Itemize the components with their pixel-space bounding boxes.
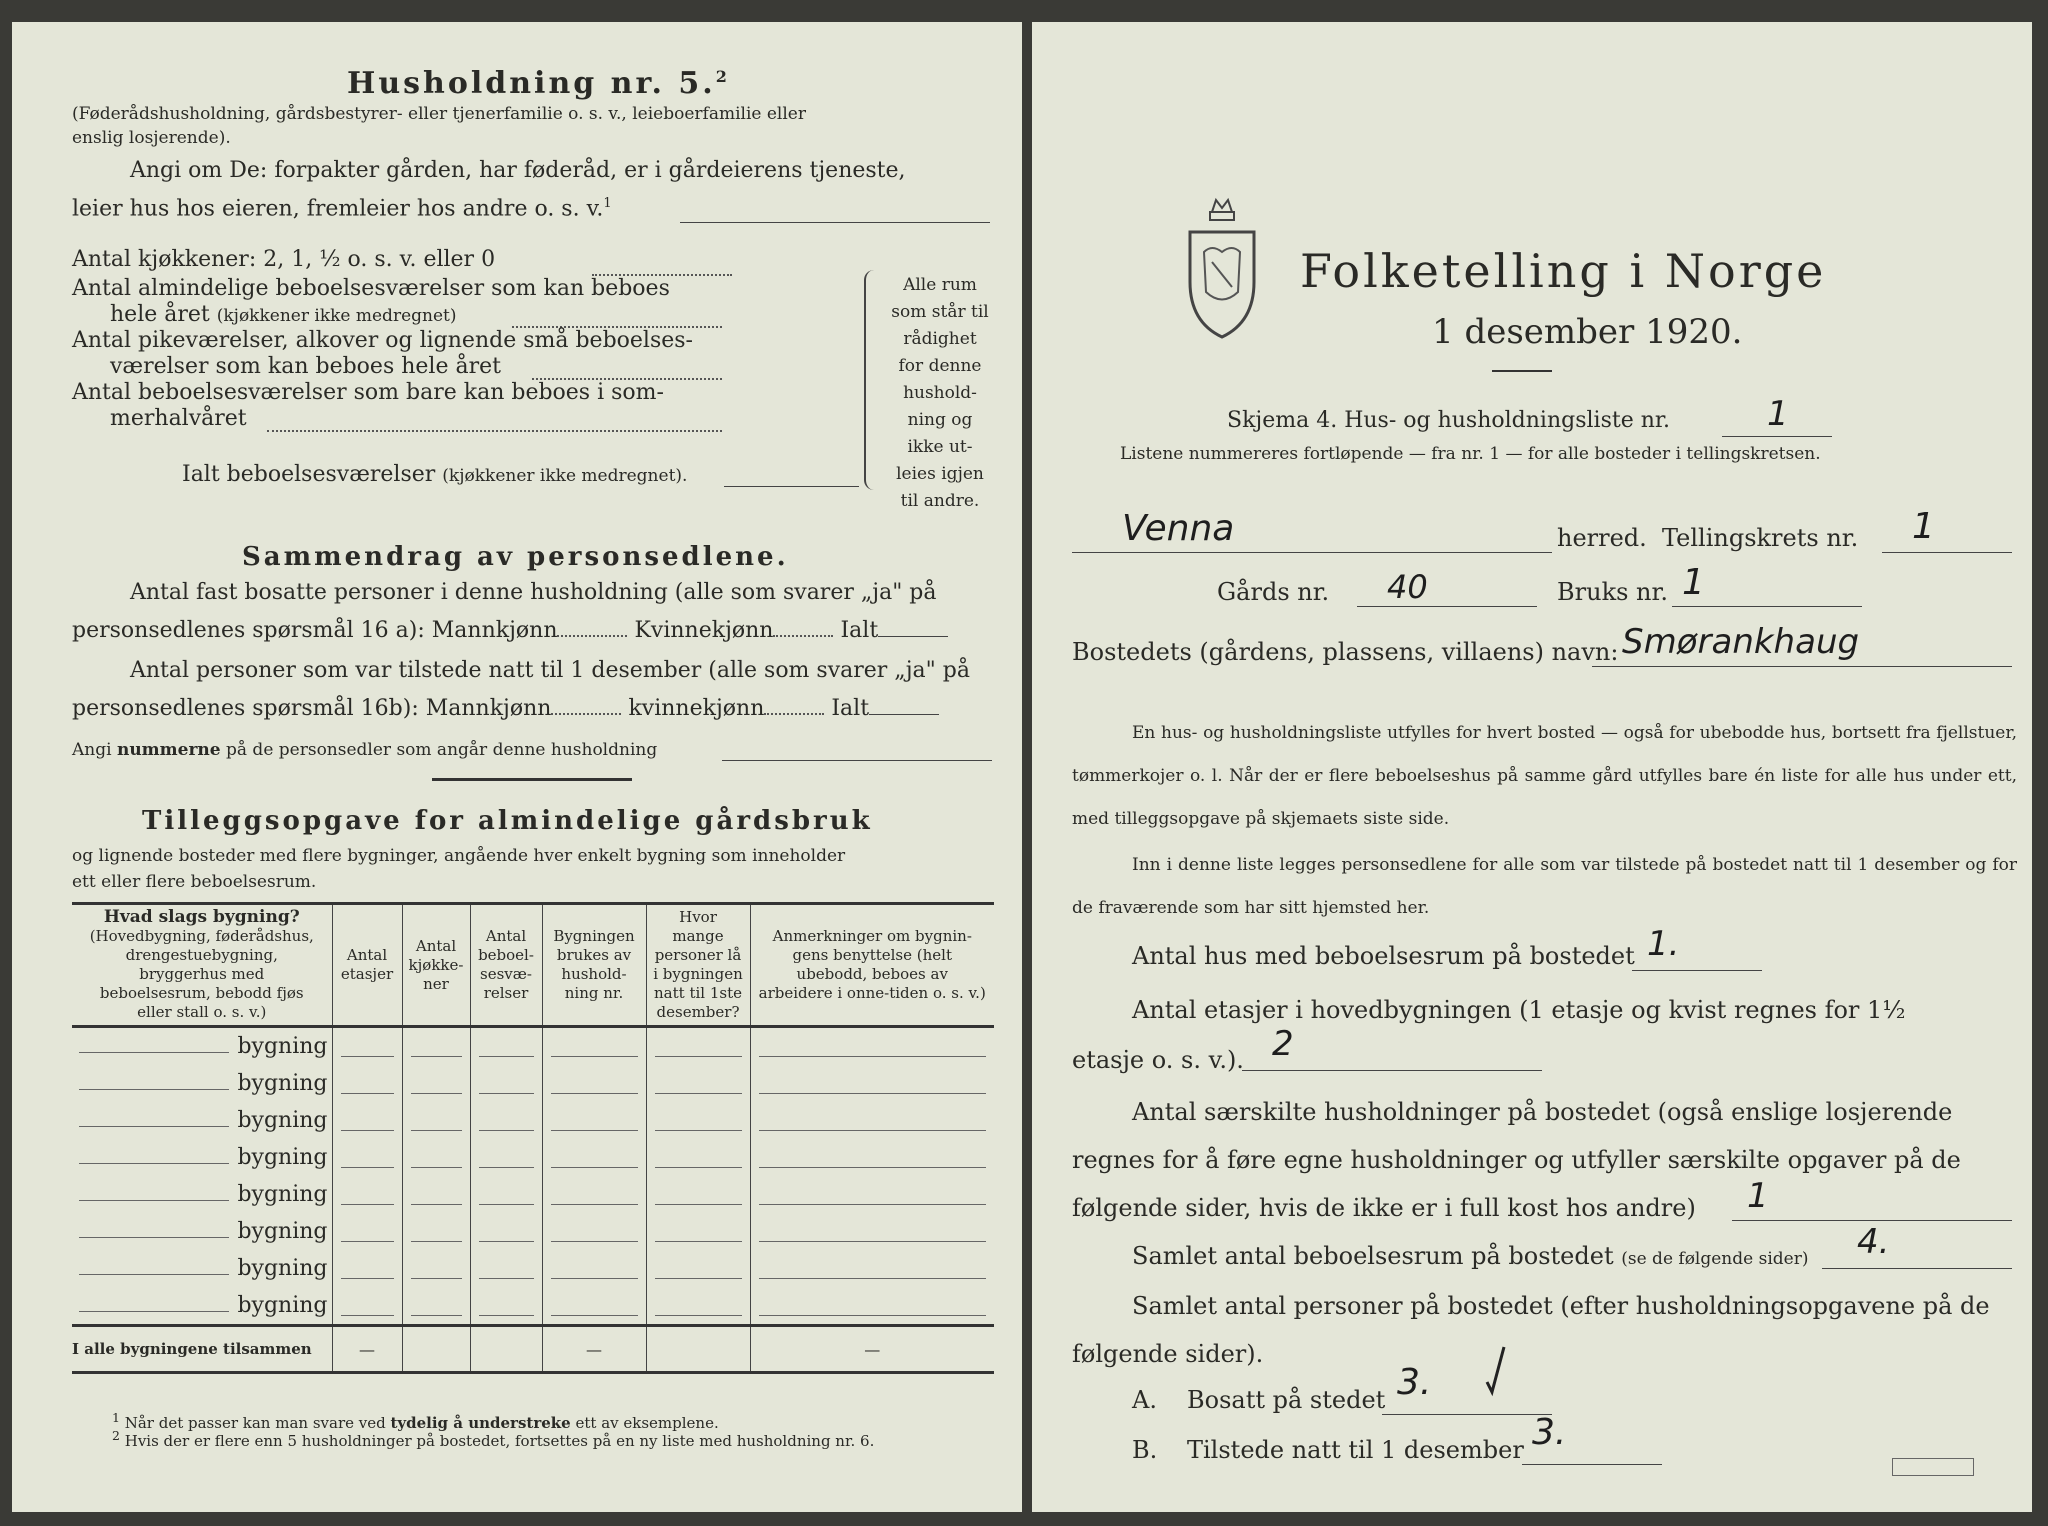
instructions-2: Inn i denne liste legges personsedlene for alle som var tilstede på bostedet natt til 1 desember og for de fraværende som har sitt hjemsted her.: [1072, 855, 2017, 918]
bruks-label: Bruks nr.: [1557, 578, 1668, 606]
table-row: [72, 1102, 994, 1139]
table-cell[interactable]: [542, 1027, 646, 1066]
table-row: [72, 1027, 994, 1066]
a-value[interactable]: 3.: [1397, 1362, 1432, 1403]
col-header-beboelsesvaerelser: Antal beboel-sesvæ-relser: [470, 904, 542, 1027]
b-text: Tilstede natt til 1 desember: [1187, 1436, 1524, 1464]
q-personer-line2: følgende sider).: [1072, 1340, 1264, 1368]
sammendrag-title: Sammendrag av personsedlene.: [242, 542, 789, 572]
table-cell[interactable]: [470, 1139, 542, 1176]
building-label-cell[interactable]: [72, 1102, 332, 1139]
bruks-value[interactable]: 1: [1682, 562, 1705, 603]
table-total-row: [72, 1326, 994, 1373]
total-label: I alle bygningene tilsammen: [72, 1326, 332, 1373]
table-header-row: [72, 904, 994, 1027]
q-rum-label: Samlet antal beboelsesrum på bostedet (se de følgende sider): [1132, 1242, 1809, 1270]
pikevaerelser-label-1: Antal pikeværelser, alkover og lignende små beboelses-: [72, 328, 693, 353]
tillegg-title: Tilleggsopgave for almindelige gårdsbruk: [142, 806, 873, 836]
q-rum-value[interactable]: 4.: [1857, 1222, 1890, 1262]
building-label: bygning: [237, 1219, 328, 1244]
a-text: Bosatt på stedet: [1187, 1386, 1386, 1414]
sommer-label-2: merhalvåret: [110, 406, 247, 431]
building-label: bygning: [237, 1034, 328, 1059]
a-label: A.: [1132, 1386, 1157, 1414]
table-cell[interactable]: [402, 1287, 470, 1326]
table-cell[interactable]: [470, 1102, 542, 1139]
tillegg-sub1: og lignende bosteder med flere bygninger, angående hver enkelt bygning som inneholder: [72, 846, 846, 866]
total-husholdning[interactable]: —: [542, 1326, 646, 1373]
q-saerskilte-line3: følgende sider, hvis de ikke er i full kost hos andre): [1072, 1194, 1696, 1222]
building-label-cell[interactable]: [72, 1176, 332, 1213]
herred-label: herred.: [1557, 524, 1647, 552]
table-row: [72, 1287, 994, 1326]
total-vaerelser[interactable]: [470, 1326, 542, 1373]
sommer-label-1: Antal beboelsesværelser som bare kan beboes i som-: [72, 380, 664, 405]
check-mark-icon: [1482, 1342, 1512, 1402]
table-cell[interactable]: [332, 1102, 402, 1139]
herred-value[interactable]: Venna: [1122, 508, 1235, 549]
sommer-dots: [267, 430, 722, 432]
b-label: B.: [1132, 1436, 1158, 1464]
col-header-kjokkener: Antal kjøkke-ner: [402, 904, 470, 1027]
section-divider: [432, 778, 632, 781]
table-cell[interactable]: [646, 1250, 750, 1287]
table-cell[interactable]: [542, 1176, 646, 1213]
table-cell[interactable]: [332, 1027, 402, 1066]
table-cell[interactable]: [402, 1102, 470, 1139]
skjema-answer-line[interactable]: [1722, 436, 1832, 437]
q-saerskilte-line2: regnes for å føre egne husholdninger og utfyller særskilte opgaver på de: [1072, 1146, 1961, 1174]
table-cell[interactable]: [646, 1065, 750, 1102]
side-note-brace: [864, 270, 878, 490]
table-cell[interactable]: [402, 1250, 470, 1287]
table-cell[interactable]: [542, 1250, 646, 1287]
col-header-husholdning: Bygningen brukes av hushold-ning nr.: [542, 904, 646, 1027]
table-cell[interactable]: [470, 1065, 542, 1102]
q-etasjer-line2: etasje o. s. v.).: [1072, 1046, 1244, 1074]
building-label: bygning: [237, 1293, 328, 1318]
table-cell[interactable]: [332, 1213, 402, 1250]
kjokken-label: Antal kjøkkener: 2, 1, ½ o. s. v. eller 0: [72, 247, 496, 272]
total-etasjer[interactable]: —: [332, 1326, 402, 1373]
building-label-cell[interactable]: [72, 1287, 332, 1326]
table-cell[interactable]: [332, 1065, 402, 1102]
gards-value[interactable]: 40: [1387, 568, 1428, 606]
table-row: [72, 1213, 994, 1250]
sammendrag-line5: Angi nummerne på de personsedler som angår denne husholdning: [72, 740, 658, 760]
almindelige-label-1: Antal almindelige beboelsesværelser som kan beboes: [72, 276, 670, 301]
instructions-1: En hus- og husholdningsliste utfylles for hvert bosted — også for ubebodde hus, bortsett fra fjellstuer, tømmerkojer o. l. Når der er flere beboelseshus på samme gård utfylles bare én liste for alle hus under ett, med tilleggsopgave på skjemaets siste side.: [1072, 723, 2017, 829]
gards-label: Gårds nr.: [1217, 578, 1330, 606]
q-etasjer-value[interactable]: 2: [1272, 1024, 1294, 1064]
building-label-cell[interactable]: [72, 1139, 332, 1176]
question-angi-line1: Angi om De: forpakter gården, har føderåd, er i gårdeierens tjeneste,: [130, 158, 906, 183]
q-saerskilte-line1: Antal særskilte husholdninger på bostedet (også enslige losjerende: [1132, 1098, 1953, 1126]
table-cell[interactable]: [750, 1065, 994, 1102]
table-cell[interactable]: [402, 1139, 470, 1176]
table-cell[interactable]: [470, 1176, 542, 1213]
a-line[interactable]: [1382, 1414, 1552, 1415]
table-cell[interactable]: [542, 1139, 646, 1176]
table-cell[interactable]: [542, 1287, 646, 1326]
col-header-etasjer: Antal etasjer: [332, 904, 402, 1027]
col-header-personer: Hvor mange personer lå i bygningen natt til 1ste desember?: [646, 904, 750, 1027]
footnote-2: $^2$ Hvis der er flere enn 5 husholdninger på bostedet, fortsettes på en ny liste med husholdning nr. 6.: [112, 1428, 875, 1450]
table-cell[interactable]: [750, 1102, 994, 1139]
ialt-label: Ialt beboelsesværelser (kjøkkener ikke medregnet).: [182, 462, 688, 487]
table-cell[interactable]: [750, 1027, 994, 1066]
question-angi-line2: leier hus hos eieren, fremleier hos andre o. s. v.$^1$: [72, 196, 612, 222]
table-cell[interactable]: [470, 1213, 542, 1250]
herred-line[interactable]: [1072, 552, 1552, 553]
table-cell[interactable]: [750, 1176, 994, 1213]
listene-note: Listene nummereres fortløpende — fra nr. 1 — for alle bosteder i tellingskretsen.: [1120, 444, 1821, 464]
sammendrag-line2: personsedlenes spørsmål 16 a): Mannkjønn Kvinnekjønn Ialt: [72, 618, 948, 643]
q-rum-line[interactable]: [1822, 1268, 2012, 1269]
sammendrag-line1: Antal fast bosatte personer i denne husholdning (alle som svarer „ja" på: [130, 580, 937, 605]
table-cell[interactable]: [646, 1139, 750, 1176]
table-cell[interactable]: [542, 1102, 646, 1139]
table-cell[interactable]: [332, 1139, 402, 1176]
building-label: bygning: [237, 1071, 328, 1096]
table-cell[interactable]: [750, 1213, 994, 1250]
table-row: [72, 1250, 994, 1287]
table-cell[interactable]: [470, 1027, 542, 1066]
table-cell[interactable]: [402, 1027, 470, 1066]
almindelige-label-2: hele året (kjøkkener ikke medregnet): [110, 302, 457, 327]
tillegg-sub2: ett eller flere beboelsesrum.: [72, 872, 317, 892]
total-kjokkener[interactable]: [402, 1326, 470, 1373]
table-row: [72, 1176, 994, 1213]
q-etasjer-answer-line[interactable]: [1242, 1070, 1542, 1071]
printer-stamp: [1892, 1458, 1974, 1476]
bosted-line[interactable]: [1592, 666, 2012, 667]
table-cell[interactable]: [470, 1287, 542, 1326]
angi-answer-line[interactable]: [680, 222, 990, 223]
tellingskrets-label: Tellingskrets nr.: [1662, 524, 1859, 552]
title-divider: [1492, 370, 1552, 372]
nummerne-answer-line[interactable]: [722, 760, 992, 761]
total-personer[interactable]: [646, 1326, 750, 1373]
tellingskrets-line[interactable]: [1882, 552, 2012, 553]
building-label: bygning: [237, 1182, 328, 1207]
q-etasjer-line1: Antal etasjer i hovedbygningen (1 etasje og kvist regnes for 1½: [1132, 996, 1906, 1024]
household-heading-note2: enslig losjerende).: [72, 128, 231, 148]
table-body: [72, 1027, 994, 1326]
footnote-1: $^1$ Når det passer kan man svare ved tydelig å understreke ett av eksemplene.: [112, 1410, 719, 1432]
table-cell[interactable]: [750, 1287, 994, 1326]
building-label-cell[interactable]: [72, 1213, 332, 1250]
right-page: [1032, 22, 2032, 1512]
building-label-cell[interactable]: [72, 1065, 332, 1102]
tellingskrets-value[interactable]: 1: [1912, 506, 1935, 547]
building-label: bygning: [237, 1145, 328, 1170]
q-saerskilte-value[interactable]: 1: [1747, 1176, 1769, 1216]
bosted-value[interactable]: Smørankhaug: [1622, 622, 1860, 662]
pikevaerelser-label-2: værelser som kan beboes hele året: [110, 354, 501, 379]
b-line[interactable]: [1522, 1464, 1662, 1465]
building-label-cell[interactable]: [72, 1027, 332, 1066]
total-anmerkninger[interactable]: —: [750, 1326, 994, 1373]
gards-line[interactable]: [1357, 606, 1537, 607]
skjema-value[interactable]: 1: [1767, 394, 1789, 434]
table-cell[interactable]: [646, 1287, 750, 1326]
table-cell[interactable]: [402, 1213, 470, 1250]
table-cell[interactable]: [332, 1176, 402, 1213]
table-cell[interactable]: [750, 1139, 994, 1176]
ialt-answer-line[interactable]: [724, 486, 859, 487]
household-heading-note: (Føderådshusholdning, gårdsbestyrer- eller tjenerfamilie o. s. v., leieboerfamilie eller: [72, 104, 806, 124]
building-label-cell[interactable]: [72, 1250, 332, 1287]
form-title: Folketelling i Norge: [1300, 244, 1827, 298]
col-header-anmerkninger: Anmerkninger om bygnin-gens benyttelse (helt ubebodd, beboes av arbeidere i onne-tiden o. s. v.): [750, 904, 994, 1027]
table-cell[interactable]: [402, 1176, 470, 1213]
q-personer-line1: Samlet antal personer på bostedet (efter husholdningsopgavene på de: [1132, 1292, 1990, 1320]
household-heading: Husholdning nr. 5.$^2$: [347, 66, 730, 101]
skjema-label: Skjema 4. Hus- og husholdningsliste nr.: [1227, 408, 1670, 433]
sammendrag-line4: personsedlenes spørsmål 16b): Mannkjønn kvinnekjønn Ialt: [72, 696, 939, 721]
table-row: [72, 1065, 994, 1102]
bruks-line[interactable]: [1672, 606, 1862, 607]
q-hus-label: Antal hus med beboelsesrum på bostedet: [1132, 942, 1635, 970]
table-cell[interactable]: [402, 1065, 470, 1102]
table-cell[interactable]: [332, 1250, 402, 1287]
q-hus-line[interactable]: [1632, 970, 1762, 971]
q-saerskilte-answer-line[interactable]: [1732, 1220, 2012, 1221]
building-table: [72, 902, 994, 1374]
sammendrag-line3: Antal personer som var tilstede natt til 1 desember (alle som svarer „ja" på: [130, 658, 970, 683]
table-cell[interactable]: [542, 1065, 646, 1102]
table-cell[interactable]: [646, 1102, 750, 1139]
table-cell[interactable]: [646, 1176, 750, 1213]
q-hus-value[interactable]: 1.: [1647, 924, 1680, 964]
building-label: bygning: [237, 1108, 328, 1133]
form-date: 1 desember 1920.: [1432, 312, 1743, 352]
table-row: [72, 1139, 994, 1176]
table-cell[interactable]: [332, 1287, 402, 1326]
b-value[interactable]: 3.: [1532, 1412, 1567, 1453]
left-page: [12, 22, 1022, 1512]
side-note: Alle rum som står til rådighet for denne hushold- ning og ikke ut- leies igjen til andre.: [891, 275, 989, 511]
building-label: bygning: [237, 1256, 328, 1281]
table-cell[interactable]: [750, 1250, 994, 1287]
table-cell[interactable]: [646, 1027, 750, 1066]
bosted-label: Bostedets (gårdens, plassens, villaens) navn:: [1072, 638, 1619, 666]
table-cell[interactable]: [542, 1213, 646, 1250]
table-cell[interactable]: [646, 1213, 750, 1250]
col-header-type: Hvad slags bygning? (Hovedbygning, føderådshus, drengestuebygning, bryggerhus med beboelsesrum, bebodd fjøs eller stall o. s. v.): [72, 904, 332, 1027]
table-cell[interactable]: [470, 1250, 542, 1287]
coat-of-arms-icon: [1182, 192, 1262, 342]
